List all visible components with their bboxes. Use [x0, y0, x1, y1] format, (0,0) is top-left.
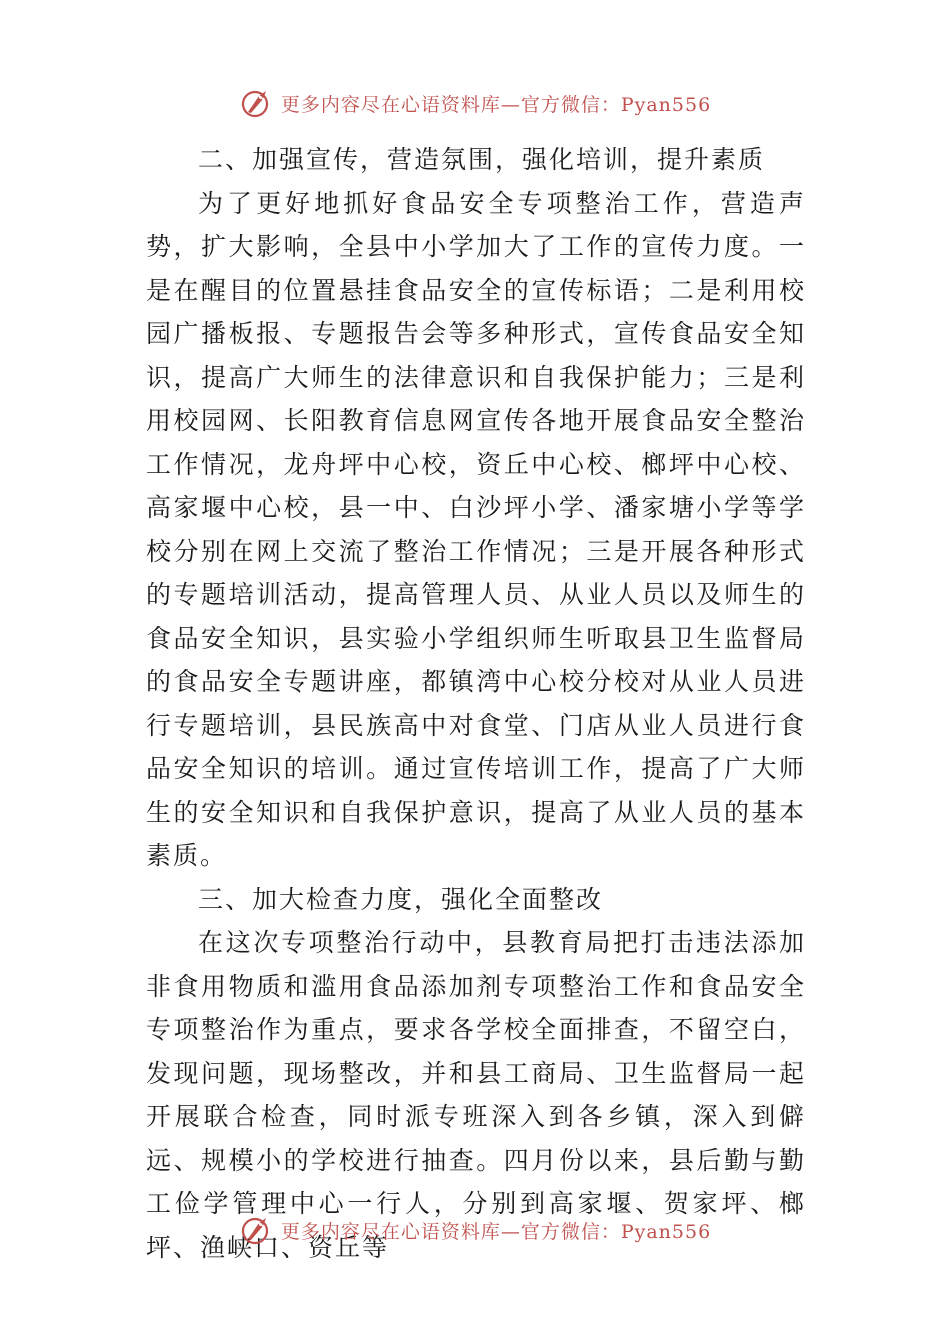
- header-banner-text: 更多内容尽在心语资料库—官方微信：Pyan556: [280, 93, 712, 116]
- footer-banner-text: 更多内容尽在心语资料库—官方微信：Pyan556: [280, 1220, 712, 1243]
- footer-banner: [0, 1210, 950, 1250]
- section-heading-3: 三、加大检查力度，强化全面整改: [198, 884, 604, 914]
- pen-nib-logo-icon: [239, 1212, 275, 1248]
- section-heading-2: 二、加强宣传，营造氛围，强化培训，提升素质: [198, 145, 766, 174]
- pen-nib-logo-icon: [239, 85, 275, 121]
- section-paragraph-2: 为了更好地抓好食品安全专项整治工作，营造声势，扩大影响，全县中小学加大了工作的宣传力度。一是在醒目的位置悬挂食品安全的宣传标语；二是利用校园广播板报、专题报告会等多种形式，宣传食品安全知识，提高广大师生的法律意识和自我保护能力；三是利用校园网、长阳教育信息网宣传各地开展食品安全整治工作情况，龙舟坪中心校，资丘中心校、榔坪中心校、高家堰中心校，县一中、白沙坪小学、潘家塘小学等学校分别在网上交流了整治工作情况；三是开展各种形式的专题培训活动，提高管理人员、从业人员以及师生的食品安全知识，县实验小学组织师生听取县卫生监督局的食品安全专题讲座，都镇湾中心校分校对从业人员进行专题培训，县民族高中对食堂、门店从业人员进行食品安全知识的培训。通过宣传培训工作，提高了广大师生的安全知识和自我保护意识，提高了从业人员的基本素质。: [146, 188, 806, 870]
- header-banner: [0, 83, 950, 123]
- section-paragraph-3: 在这次专项整治行动中，县教育局把打击违法添加非食用物质和滥用食品添加剂专项整治工作和食品安全专项整治作为重点，要求各学校全面排查，不留空白，发现问题，现场整改，并和县工商局、卫生监督局一起开展联合检查，同时派专班深入到各乡镇，深入到僻远、规模小的学校进行抽查。四月份以来，县后勤与勤工俭学管理中心一行人，分别到高家堰、贺家坪、榔坪、渔峡口、资丘等: [146, 928, 806, 1262]
- document-body: [146, 138, 806, 1269]
